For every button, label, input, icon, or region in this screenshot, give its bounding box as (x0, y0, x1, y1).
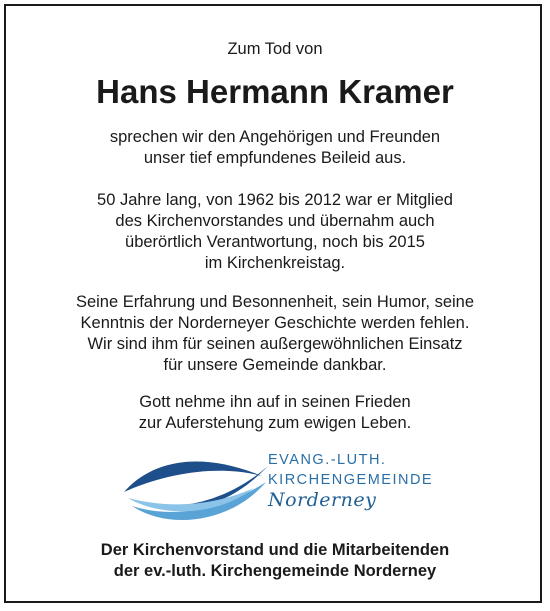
logo-line-norderney: Norderney (268, 489, 377, 511)
prayer-line: Gott nehme ihn auf in seinen Frieden (139, 393, 411, 411)
service-line: überörtlich Verantwortung, noch bis 2015 (125, 233, 425, 251)
service-line: 50 Jahre lang, von 1962 bis 2012 war er Mitglied (97, 191, 453, 209)
tribute-line: für unsere Gemeinde dankbar. (163, 356, 387, 374)
service-line: im Kirchenkreistag. (204, 254, 346, 272)
prayer-paragraph (6, 392, 544, 434)
condolence-line: sprechen wir den Angehörigen und Freunden (109, 128, 441, 146)
signature-line: Der Kirchenvorstand und die Mitarbeitenden (100, 541, 450, 559)
tribute-line: Seine Erfahrung und Besonnenheit, sein Humor, seine (75, 293, 475, 311)
service-paragraph (6, 190, 544, 274)
condolence-line: unser tief empfundenes Beileid aus. (143, 149, 407, 167)
signature-line: der ev.-luth. Kirchengemeinde Norderney (113, 562, 437, 580)
fish-wave-icon (122, 446, 272, 528)
service-line: des Kirchenvorstandes und übernahm auch (115, 212, 435, 230)
church-logo (122, 446, 462, 528)
tribute-line: Kenntnis der Norderneyer Geschichte werden fehlen. (80, 314, 470, 332)
obituary-notice (4, 4, 542, 603)
tribute-line: Wir sind ihm für seinen außergewöhnlichen Einsatz (87, 335, 463, 353)
prayer-line: zur Auferstehung zum ewigen Leben. (138, 414, 412, 432)
intro-text: Zum Tod von (227, 40, 323, 58)
deceased-name: Hans Hermann Kramer (96, 73, 454, 110)
logo-line-kirchengemeinde: KIRCHENGEMEINDE (268, 472, 434, 488)
condolence-paragraph (6, 127, 544, 169)
signature-block (6, 540, 544, 582)
logo-line-evang: EVANG.-LUTH. (268, 452, 387, 468)
tribute-paragraph (6, 292, 544, 376)
